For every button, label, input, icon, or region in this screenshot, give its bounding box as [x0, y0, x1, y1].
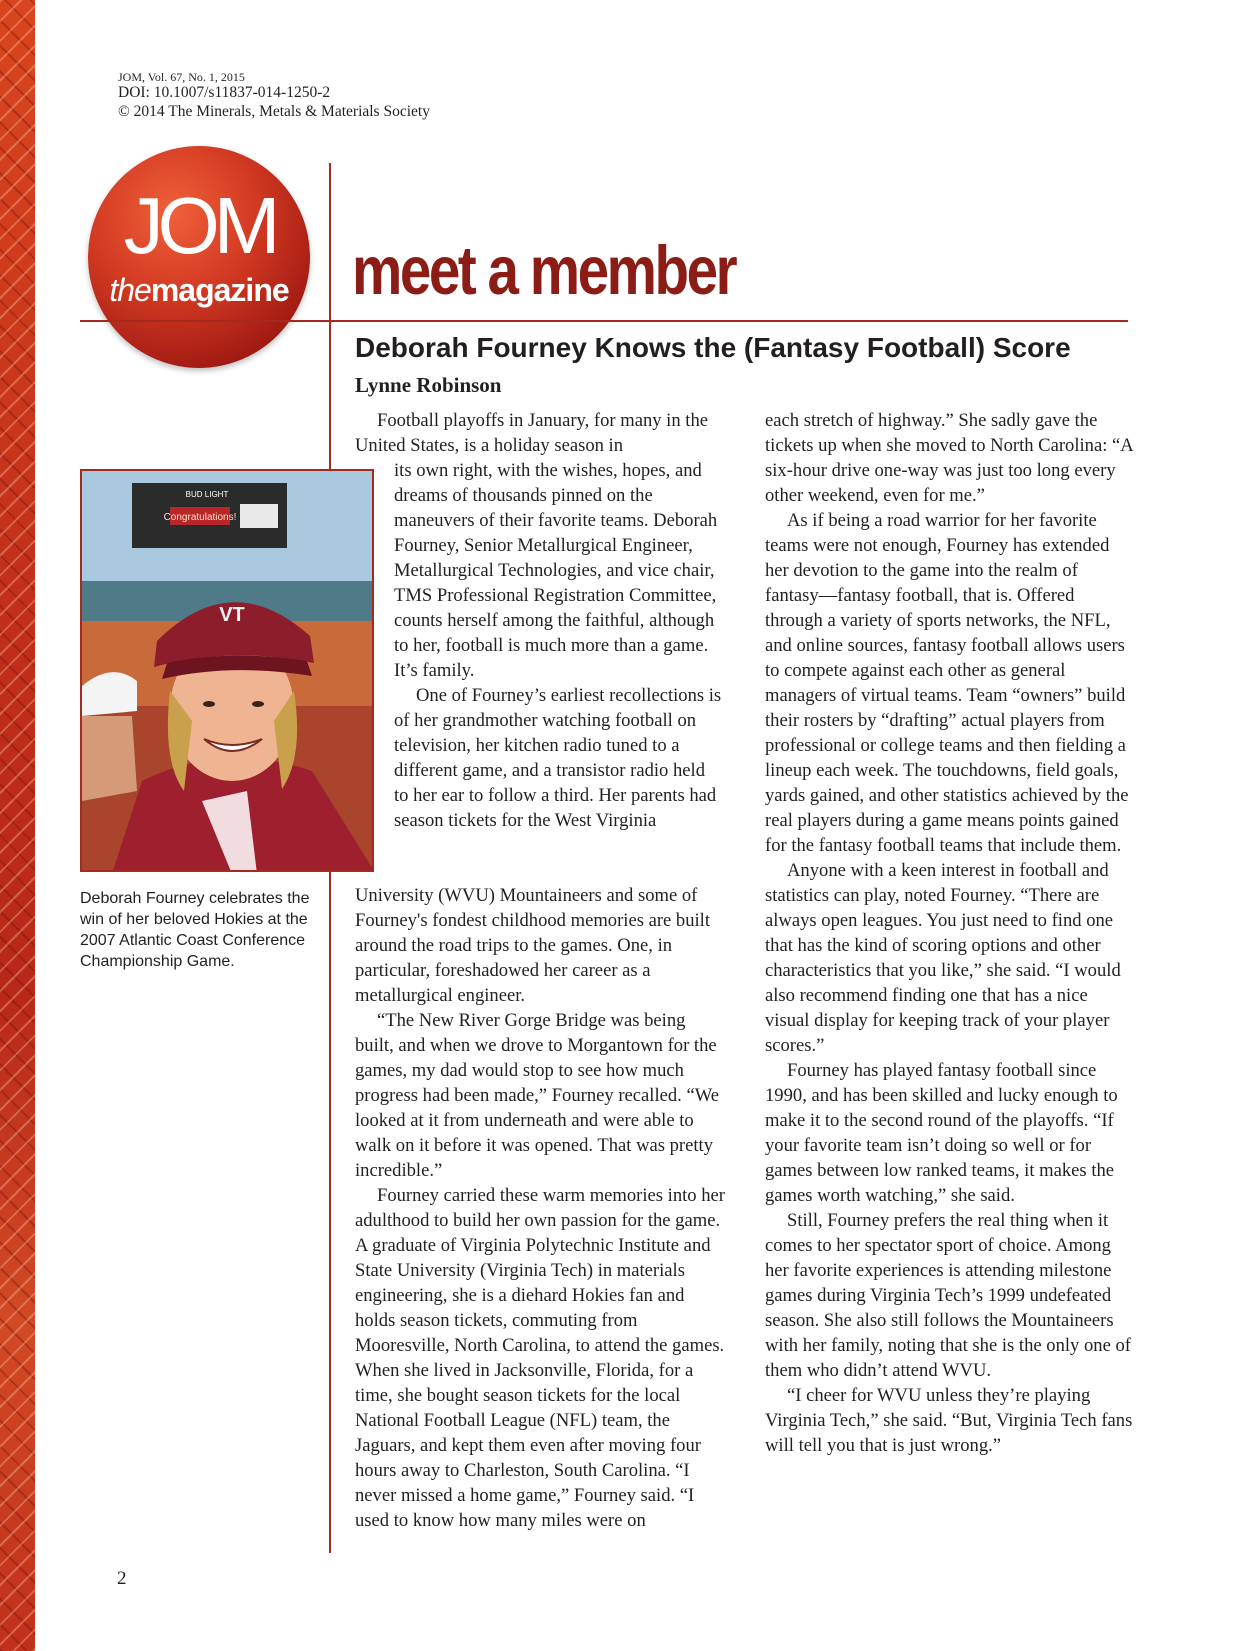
journal-header	[118, 70, 430, 122]
decorative-side-stripe	[0, 0, 35, 1651]
body-paragraph: One of Fourney’s earliest recollections is of her grandmother watching football on television, her kitchen radio tuned to a different game, and a transistor radio held to her ear to follow a third. Her parents had season tickets for the West Virginia	[394, 685, 722, 831]
logo-magazine-text: themagazine	[109, 272, 289, 308]
journal-volume: JOM, Vol. 67, No. 1, 2015	[118, 70, 245, 84]
jom-logo	[88, 146, 310, 368]
body-paragraph: “The New River Gorge Bridge was being built, and when we drove to Morgantown for the games, my dad would stop to see how much progress had been made,” Fourney recalled. “We looked at it from underneath and were able to walk on it before it was opened. That was pretty incredible.”	[355, 1010, 720, 1181]
body-paragraph: Still, Fourney prefers the real thing when it comes to her spectator sport of choice. Among her favorite experiences is attending milestone games during Virginia Tech’s 1999 undefeated season. She also still follows the Mountaineers with her family, noting that she is the only one of them who didn’t attend WVU.	[765, 1210, 1131, 1381]
svg-text:VT: VT	[219, 604, 245, 626]
body-paragraph: As if being a road warrior for her favorite teams were not enough, Fourney has extended her devotion to the game into the realm of fantasy—fantasy football, that is. Offered through a variety of sports networks, the NFL, and online sources, fantasy football allows users to compete against each other as general managers of virtual teams. Team “owners” build their rosters by “drafting” actual players from professional or college teams and then fielding a lineup each week. The touchdowns, field goals, yards gained, and other statistics achieved by the real players during a game means points gained for the fantasy football teams that include them.	[765, 510, 1129, 856]
member-photo	[80, 469, 374, 872]
member-photo-illustration	[82, 471, 374, 872]
body-column-2	[765, 408, 1135, 1458]
body-paragraph: Fourney carried these warm memories into her adulthood to build her own passion for the game. A graduate of Virginia Polytechnic Institute and State University (Virginia Tech) in materials engineering, she is a diehard Hokies fan and holds season tickets, commuting from Mooresville, North Carolina, to attend the games. When she lived in Jacksonville, Florida, for a time, she bought season tickets for the local National Football League (NFL) team, the Jaguars, and kept them even after moving four hours away to Charleston, South Carolina. “I never missed a home game,” Fourney said. “I used to know how many miles were on	[355, 1185, 725, 1531]
body-paragraph: Anyone with a keen interest in football and statistics can play, noted Fourney. “There are always open leagues. You just need to find one that has the kind of scoring options and other characteristics that you like,” she said. “I would also recommend finding one that has a nice visual display for keeping track of your player scores.”	[765, 860, 1121, 1056]
body-column-1-top	[355, 408, 720, 458]
body-paragraph: its own right, with the wishes, hopes, and dreams of thousands pinned on the maneuvers of their favorite teams. Deborah Fourney, Senior Metallurgical Engineer, Metallurgical Technologies, and vice chair, TMS Professional Registration Committee, counts herself among the faithful, although to her, football is much more than a game. It’s family.	[394, 460, 718, 681]
body-paragraph: each stretch of highway.” She sadly gave the tickets up when she moved to North Carolina: “A six-hour drive one-way was just too long every other weekend, even for me.”	[765, 410, 1133, 506]
body-column-1-wrap	[394, 458, 724, 833]
body-paragraph: Football playoffs in January, for many in the United States, is a holiday season in	[355, 410, 709, 456]
article-headline: Deborah Fourney Knows the (Fantasy Football) Score	[355, 332, 1071, 363]
section-title: meet a member	[352, 232, 736, 309]
body-paragraph: “I cheer for WVU unless they’re playing Virginia Tech,” she said. “But, Virginia Tech fans will tell you that is just wrong.”	[765, 1385, 1133, 1456]
body-column-1-bottom	[355, 883, 725, 1533]
body-paragraph: Fourney has played fantasy football since 1990, and has been skilled and lucky enough to make it to the second round of the playoffs. “If your favorite team isn’t doing so well or for games between low ranked teams, it makes the games worth watching,” she said.	[765, 1060, 1118, 1206]
page-number: 2	[117, 1568, 127, 1589]
horizontal-rule	[80, 320, 1128, 322]
photo-caption: Deborah Fourney celebrates the win of her beloved Hokies at the 2007 Atlantic Coast Conference Championship Game.	[80, 890, 310, 970]
logo-jom-text: JOM	[123, 181, 275, 270]
scoreboard-message: Congratulations!	[163, 512, 237, 523]
article-author: Lynne Robinson	[355, 373, 502, 397]
journal-doi: DOI: 10.1007/s11837-014-1250-2	[118, 84, 331, 102]
journal-copyright: © 2014 The Minerals, Metals & Materials Society	[118, 102, 430, 120]
body-paragraph: University (WVU) Mountaineers and some of Fourney's fondest childhood memories are built around the road trips to the games. One, in particular, foreshadowed her career as a metallurgical engineer.	[355, 885, 711, 1006]
scoreboard-brand: BUD LIGHT	[185, 490, 229, 499]
